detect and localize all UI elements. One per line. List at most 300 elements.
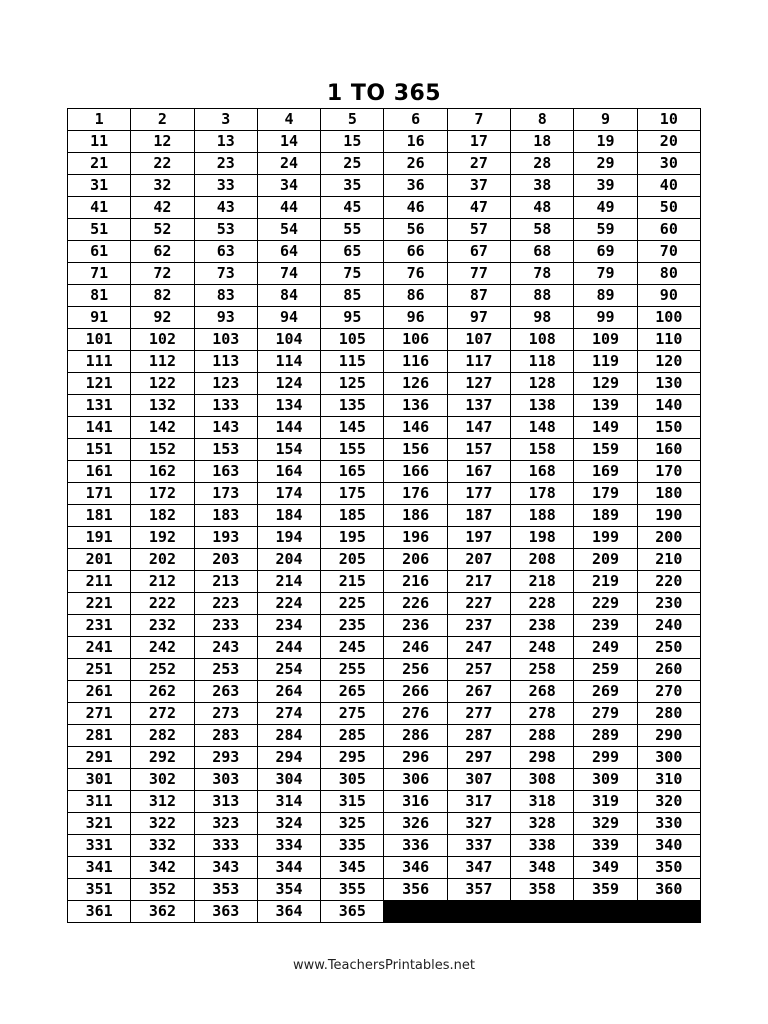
grid-cell: 264 [257, 681, 320, 703]
grid-cell: 254 [257, 659, 320, 681]
grid-cell: 39 [574, 175, 637, 197]
grid-cell: 104 [257, 329, 320, 351]
grid-cell: 43 [194, 197, 257, 219]
grid-cell: 8 [511, 109, 574, 131]
grid-cell: 259 [574, 659, 637, 681]
grid-cell: 154 [257, 439, 320, 461]
grid-cell: 145 [321, 417, 384, 439]
grid-cell: 251 [68, 659, 131, 681]
grid-cell: 115 [321, 351, 384, 373]
grid-cell: 134 [257, 395, 320, 417]
grid-cell: 325 [321, 813, 384, 835]
grid-cell: 315 [321, 791, 384, 813]
grid-cell: 197 [447, 527, 510, 549]
grid-cell: 101 [68, 329, 131, 351]
grid-cell: 328 [511, 813, 574, 835]
grid-cell: 55 [321, 219, 384, 241]
number-grid [67, 108, 701, 923]
grid-cell: 210 [637, 549, 700, 571]
grid-cell: 141 [68, 417, 131, 439]
grid-cell: 191 [68, 527, 131, 549]
grid-cell: 363 [194, 901, 257, 923]
grid-cell: 106 [384, 329, 447, 351]
grid-cell: 26 [384, 153, 447, 175]
grid-cell: 103 [194, 329, 257, 351]
grid-cell: 53 [194, 219, 257, 241]
grid-cell: 313 [194, 791, 257, 813]
grid-cell: 114 [257, 351, 320, 373]
grid-cell: 131 [68, 395, 131, 417]
grid-cell: 165 [321, 461, 384, 483]
grid-cell: 152 [131, 439, 194, 461]
grid-cell: 265 [321, 681, 384, 703]
grid-cell: 213 [194, 571, 257, 593]
grid-cell: 83 [194, 285, 257, 307]
grid-cell: 180 [637, 483, 700, 505]
grid-cell: 319 [574, 791, 637, 813]
grid-row [68, 351, 701, 373]
grid-cell: 352 [131, 879, 194, 901]
grid-cell: 127 [447, 373, 510, 395]
grid-cell: 334 [257, 835, 320, 857]
grid-cell: 12 [131, 131, 194, 153]
grid-cell: 266 [384, 681, 447, 703]
grid-cell: 98 [511, 307, 574, 329]
grid-cell: 129 [574, 373, 637, 395]
grid-row [68, 461, 701, 483]
grid-cell: 85 [321, 285, 384, 307]
grid-cell: 206 [384, 549, 447, 571]
grid-cell: 273 [194, 703, 257, 725]
grid-cell: 203 [194, 549, 257, 571]
grid-cell: 258 [511, 659, 574, 681]
grid-cell: 239 [574, 615, 637, 637]
grid-cell: 159 [574, 439, 637, 461]
grid-cell: 36 [384, 175, 447, 197]
grid-cell: 56 [384, 219, 447, 241]
grid-cell: 277 [447, 703, 510, 725]
grid-cell: 201 [68, 549, 131, 571]
grid-cell: 60 [637, 219, 700, 241]
grid-cell: 80 [637, 263, 700, 285]
grid-cell: 274 [257, 703, 320, 725]
grid-cell: 230 [637, 593, 700, 615]
grid-cell: 353 [194, 879, 257, 901]
grid-cell: 295 [321, 747, 384, 769]
grid-cell: 316 [384, 791, 447, 813]
grid-cell: 187 [447, 505, 510, 527]
grid-row [68, 593, 701, 615]
grid-cell: 222 [131, 593, 194, 615]
grid-cell: 335 [321, 835, 384, 857]
grid-cell: 280 [637, 703, 700, 725]
grid-cell: 333 [194, 835, 257, 857]
grid-row [68, 219, 701, 241]
grid-cell: 253 [194, 659, 257, 681]
grid-cell: 70 [637, 241, 700, 263]
grid-cell: 347 [447, 857, 510, 879]
grid-cell: 218 [511, 571, 574, 593]
grid-cell: 194 [257, 527, 320, 549]
grid-cell: 183 [194, 505, 257, 527]
grid-cell: 20 [637, 131, 700, 153]
grid-cell: 61 [68, 241, 131, 263]
grid-cell: 96 [384, 307, 447, 329]
grid-cell: 146 [384, 417, 447, 439]
grid-row [68, 527, 701, 549]
grid-cell: 355 [321, 879, 384, 901]
grid-cell: 29 [574, 153, 637, 175]
grid-cell: 14 [257, 131, 320, 153]
grid-cell: 320 [637, 791, 700, 813]
grid-cell: 321 [68, 813, 131, 835]
grid-cell: 91 [68, 307, 131, 329]
grid-cell: 287 [447, 725, 510, 747]
grid-cell: 224 [257, 593, 320, 615]
grid-cell: 216 [384, 571, 447, 593]
grid-cell: 161 [68, 461, 131, 483]
grid-cell: 302 [131, 769, 194, 791]
grid-cell: 300 [637, 747, 700, 769]
grid-cell: 31 [68, 175, 131, 197]
grid-cell: 360 [637, 879, 700, 901]
grid-cell: 64 [257, 241, 320, 263]
grid-cell: 312 [131, 791, 194, 813]
grid-cell: 200 [637, 527, 700, 549]
grid-cell: 184 [257, 505, 320, 527]
grid-cell: 196 [384, 527, 447, 549]
grid-cell: 158 [511, 439, 574, 461]
grid-row [68, 703, 701, 725]
grid-row [68, 109, 701, 131]
grid-cell: 3 [194, 109, 257, 131]
grid-cell: 17 [447, 131, 510, 153]
grid-cell: 118 [511, 351, 574, 373]
grid-row [68, 329, 701, 351]
grid-cell: 285 [321, 725, 384, 747]
grid-cell: 193 [194, 527, 257, 549]
grid-row [68, 241, 701, 263]
grid-row [68, 373, 701, 395]
grid-row [68, 263, 701, 285]
grid-cell: 15 [321, 131, 384, 153]
grid-row [68, 483, 701, 505]
grid-cell: 27 [447, 153, 510, 175]
grid-cell: 284 [257, 725, 320, 747]
grid-cell: 286 [384, 725, 447, 747]
grid-cell: 356 [384, 879, 447, 901]
grid-cell: 229 [574, 593, 637, 615]
grid-cell: 290 [637, 725, 700, 747]
grid-cell: 38 [511, 175, 574, 197]
grid-cell: 256 [384, 659, 447, 681]
grid-cell: 332 [131, 835, 194, 857]
grid-cell: 32 [131, 175, 194, 197]
grid-cell: 130 [637, 373, 700, 395]
grid-cell: 9 [574, 109, 637, 131]
grid-cell: 170 [637, 461, 700, 483]
grid-cell: 41 [68, 197, 131, 219]
grid-cell: 137 [447, 395, 510, 417]
grid-cell: 263 [194, 681, 257, 703]
grid-cell: 262 [131, 681, 194, 703]
page-title: 1 TO 365 [326, 81, 442, 106]
grid-cell: 77 [447, 263, 510, 285]
grid-cell: 310 [637, 769, 700, 791]
grid-cell: 246 [384, 637, 447, 659]
grid-cell: 233 [194, 615, 257, 637]
grid-cell: 198 [511, 527, 574, 549]
grid-cell: 13 [194, 131, 257, 153]
grid-cell: 199 [574, 527, 637, 549]
grid-cell: 30 [637, 153, 700, 175]
grid-cell: 108 [511, 329, 574, 351]
grid-cell: 136 [384, 395, 447, 417]
grid-cell: 215 [321, 571, 384, 593]
grid-cell: 167 [447, 461, 510, 483]
grid-cell: 142 [131, 417, 194, 439]
grid-cell: 179 [574, 483, 637, 505]
grid-cell: 272 [131, 703, 194, 725]
grid-row [68, 571, 701, 593]
grid-cell: 111 [68, 351, 131, 373]
grid-cell: 123 [194, 373, 257, 395]
grid-cell: 250 [637, 637, 700, 659]
grid-cell: 37 [447, 175, 510, 197]
grid-cell: 95 [321, 307, 384, 329]
grid-cell: 171 [68, 483, 131, 505]
grid-cell: 44 [257, 197, 320, 219]
grid-cell: 344 [257, 857, 320, 879]
grid-cell: 113 [194, 351, 257, 373]
grid-cell: 204 [257, 549, 320, 571]
grid-cell: 178 [511, 483, 574, 505]
grid-cell: 49 [574, 197, 637, 219]
grid-cell: 76 [384, 263, 447, 285]
grid-cell: 122 [131, 373, 194, 395]
grid-cell: 28 [511, 153, 574, 175]
grid-cell: 235 [321, 615, 384, 637]
grid-row [68, 901, 701, 923]
grid-cell: 225 [321, 593, 384, 615]
grid-cell: 283 [194, 725, 257, 747]
grid-cell: 257 [447, 659, 510, 681]
grid-cell: 269 [574, 681, 637, 703]
footer-website: www.TeachersPrintables.net [292, 958, 475, 973]
grid-cell: 252 [131, 659, 194, 681]
grid-cell: 297 [447, 747, 510, 769]
grid-cell: 46 [384, 197, 447, 219]
grid-cell: 311 [68, 791, 131, 813]
grid-cell: 1 [68, 109, 131, 131]
grid-cell: 314 [257, 791, 320, 813]
grid-cell: 48 [511, 197, 574, 219]
grid-cell: 162 [131, 461, 194, 483]
grid-cell: 34 [257, 175, 320, 197]
grid-row [68, 131, 701, 153]
grid-cell: 174 [257, 483, 320, 505]
grid-cell: 124 [257, 373, 320, 395]
grid-cell: 202 [131, 549, 194, 571]
grid-cell: 89 [574, 285, 637, 307]
grid-cell: 35 [321, 175, 384, 197]
grid-cell: 341 [68, 857, 131, 879]
grid-cell: 160 [637, 439, 700, 461]
grid-cell: 220 [637, 571, 700, 593]
grid-cell: 323 [194, 813, 257, 835]
grid-cell: 342 [131, 857, 194, 879]
grid-cell: 65 [321, 241, 384, 263]
grid-cell: 326 [384, 813, 447, 835]
grid-cell: 72 [131, 263, 194, 285]
grid-cell: 261 [68, 681, 131, 703]
grid-cell: 340 [637, 835, 700, 857]
grid-cell: 357 [447, 879, 510, 901]
grid-cell: 173 [194, 483, 257, 505]
grid-cell: 182 [131, 505, 194, 527]
grid-cell: 318 [511, 791, 574, 813]
grid-cell: 105 [321, 329, 384, 351]
grid-cell: 305 [321, 769, 384, 791]
grid-cell: 317 [447, 791, 510, 813]
grid-cell: 267 [447, 681, 510, 703]
grid-row [68, 659, 701, 681]
grid-cell: 240 [637, 615, 700, 637]
grid-cell: 361 [68, 901, 131, 923]
grid-cell: 260 [637, 659, 700, 681]
grid-cell: 99 [574, 307, 637, 329]
grid-cell: 309 [574, 769, 637, 791]
grid-cell: 322 [131, 813, 194, 835]
grid-cell: 268 [511, 681, 574, 703]
grid-cell: 79 [574, 263, 637, 285]
grid-cell: 212 [131, 571, 194, 593]
grid-cell: 87 [447, 285, 510, 307]
grid-row [68, 439, 701, 461]
grid-cell: 255 [321, 659, 384, 681]
grid-cell: 59 [574, 219, 637, 241]
grid-empty-cells [384, 901, 701, 923]
grid-cell: 102 [131, 329, 194, 351]
grid-row [68, 153, 701, 175]
grid-cell: 195 [321, 527, 384, 549]
grid-row [68, 417, 701, 439]
grid-cell: 47 [447, 197, 510, 219]
grid-cell: 358 [511, 879, 574, 901]
grid-cell: 81 [68, 285, 131, 307]
grid-row [68, 175, 701, 197]
grid-cell: 93 [194, 307, 257, 329]
grid-cell: 291 [68, 747, 131, 769]
grid-cell: 238 [511, 615, 574, 637]
grid-row [68, 769, 701, 791]
grid-cell: 16 [384, 131, 447, 153]
grid-cell: 138 [511, 395, 574, 417]
grid-cell: 67 [447, 241, 510, 263]
grid-cell: 226 [384, 593, 447, 615]
grid-cell: 214 [257, 571, 320, 593]
grid-cell: 120 [637, 351, 700, 373]
grid-cell: 337 [447, 835, 510, 857]
grid-cell: 276 [384, 703, 447, 725]
grid-cell: 329 [574, 813, 637, 835]
grid-cell: 75 [321, 263, 384, 285]
grid-cell: 24 [257, 153, 320, 175]
grid-cell: 336 [384, 835, 447, 857]
grid-cell: 33 [194, 175, 257, 197]
grid-row [68, 505, 701, 527]
grid-cell: 330 [637, 813, 700, 835]
grid-cell: 125 [321, 373, 384, 395]
grid-row [68, 879, 701, 901]
grid-cell: 279 [574, 703, 637, 725]
grid-cell: 186 [384, 505, 447, 527]
grid-cell: 112 [131, 351, 194, 373]
grid-row [68, 197, 701, 219]
grid-cell: 57 [447, 219, 510, 241]
grid-row [68, 857, 701, 879]
grid-cell: 100 [637, 307, 700, 329]
grid-cell: 22 [131, 153, 194, 175]
grid-cell: 359 [574, 879, 637, 901]
grid-cell: 237 [447, 615, 510, 637]
grid-cell: 90 [637, 285, 700, 307]
grid-row [68, 791, 701, 813]
grid-cell: 7 [447, 109, 510, 131]
grid-cell: 150 [637, 417, 700, 439]
grid-cell: 119 [574, 351, 637, 373]
grid-cell: 207 [447, 549, 510, 571]
grid-cell: 176 [384, 483, 447, 505]
grid-cell: 298 [511, 747, 574, 769]
grid-cell: 236 [384, 615, 447, 637]
grid-row [68, 285, 701, 307]
grid-cell: 110 [637, 329, 700, 351]
grid-cell: 82 [131, 285, 194, 307]
grid-cell: 11 [68, 131, 131, 153]
grid-cell: 345 [321, 857, 384, 879]
grid-cell: 223 [194, 593, 257, 615]
grid-cell: 242 [131, 637, 194, 659]
grid-cell: 68 [511, 241, 574, 263]
grid-cell: 18 [511, 131, 574, 153]
grid-cell: 71 [68, 263, 131, 285]
grid-cell: 324 [257, 813, 320, 835]
grid-cell: 148 [511, 417, 574, 439]
grid-row [68, 637, 701, 659]
grid-cell: 281 [68, 725, 131, 747]
grid-cell: 243 [194, 637, 257, 659]
grid-cell: 153 [194, 439, 257, 461]
grid-cell: 346 [384, 857, 447, 879]
grid-cell: 132 [131, 395, 194, 417]
grid-cell: 354 [257, 879, 320, 901]
grid-cell: 270 [637, 681, 700, 703]
grid-cell: 25 [321, 153, 384, 175]
grid-cell: 219 [574, 571, 637, 593]
grid-cell: 86 [384, 285, 447, 307]
grid-cell: 97 [447, 307, 510, 329]
grid-cell: 66 [384, 241, 447, 263]
grid-cell: 21 [68, 153, 131, 175]
grid-cell: 348 [511, 857, 574, 879]
grid-cell: 244 [257, 637, 320, 659]
grid-cell: 289 [574, 725, 637, 747]
grid-cell: 343 [194, 857, 257, 879]
grid-cell: 217 [447, 571, 510, 593]
grid-cell: 58 [511, 219, 574, 241]
grid-cell: 188 [511, 505, 574, 527]
